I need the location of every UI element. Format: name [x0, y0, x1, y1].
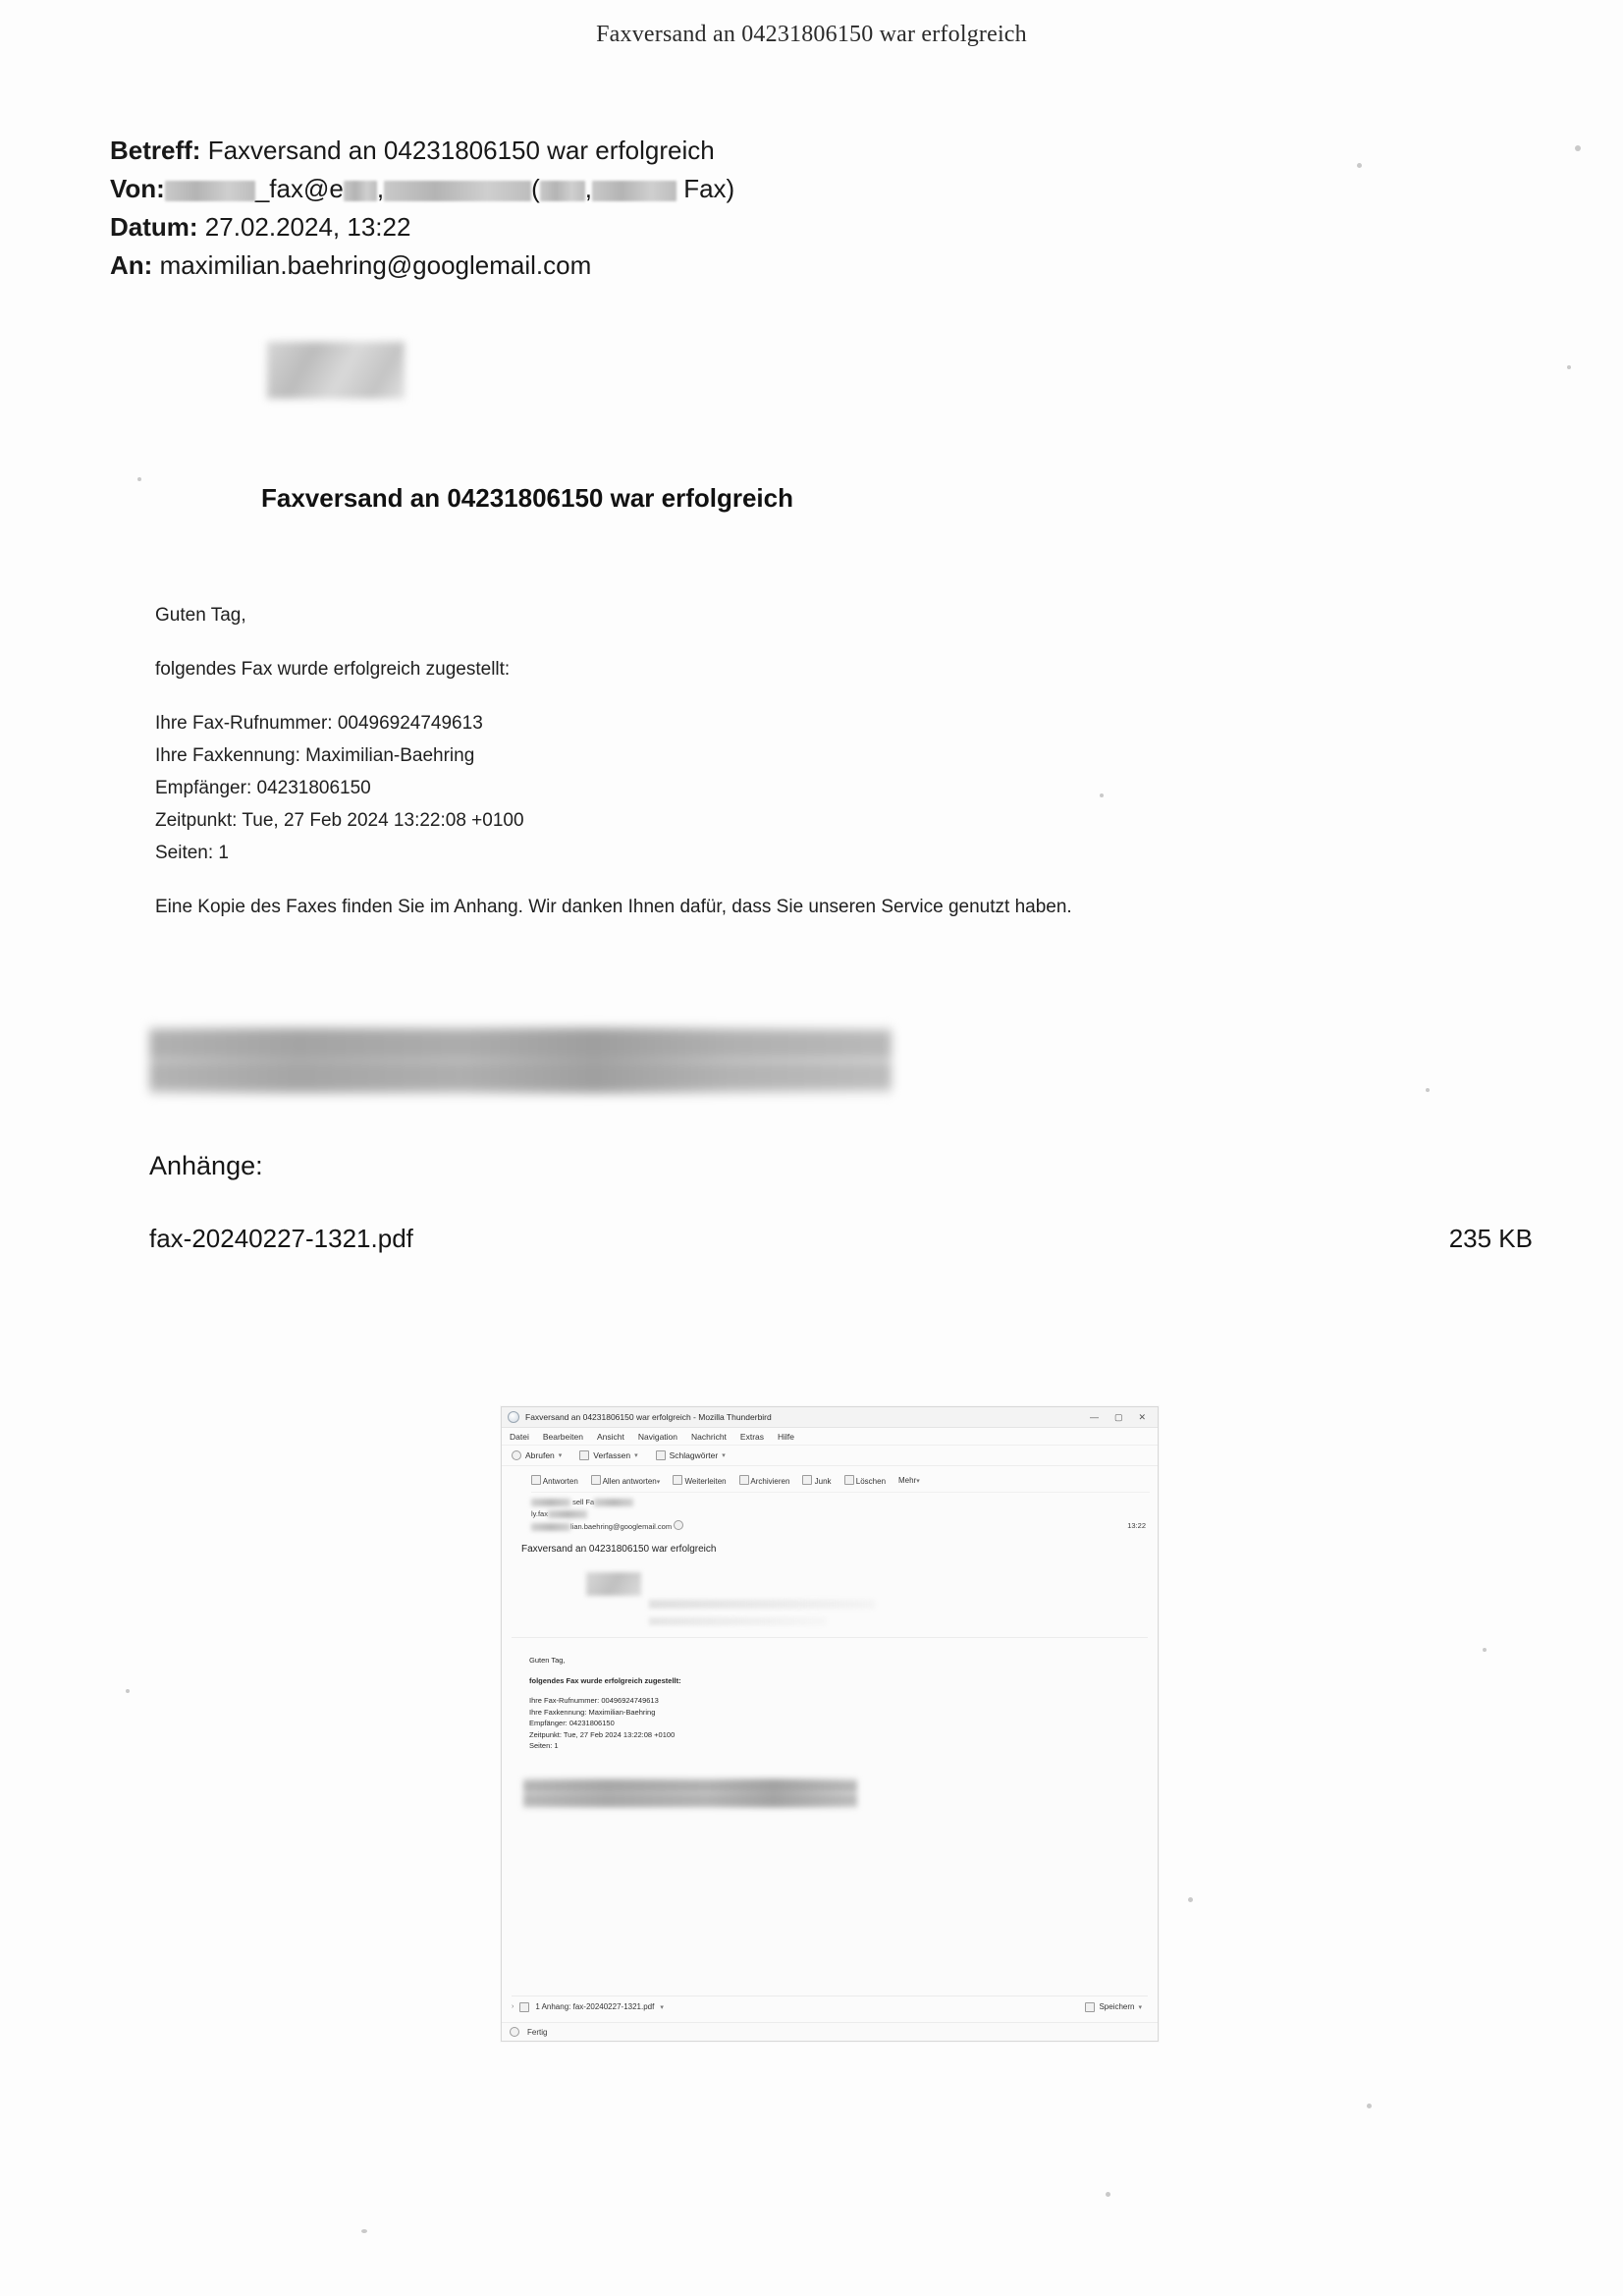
scan-speck: [137, 477, 141, 481]
redaction-block: [548, 1510, 587, 1518]
thunderbird-app-icon: [508, 1411, 519, 1423]
reply-all-icon: [591, 1475, 601, 1485]
paperclip-icon: [519, 2002, 529, 2012]
embedded-logo-redacted: [586, 1572, 641, 1596]
connection-icon: [510, 2027, 519, 2037]
scan-speck: [361, 2229, 367, 2233]
mail-to-row: [110, 246, 734, 285]
embedded-intro: folgendes Fax wurde erfolgreich zugestellt:: [529, 1675, 681, 1685]
chevron-down-icon[interactable]: ▾: [916, 1477, 920, 1485]
scan-speck: [1357, 163, 1362, 168]
get-messages-label: Abrufen: [525, 1450, 555, 1460]
mail-header: [110, 132, 734, 285]
to-label: An:: [110, 250, 153, 280]
trash-icon: [844, 1475, 854, 1485]
forward-icon: [673, 1475, 682, 1485]
tags-label: Schlagwörter: [669, 1450, 719, 1460]
tag-icon: [656, 1450, 666, 1460]
from-fragment-2: Fax): [683, 174, 735, 203]
thunderbird-toolbar: [502, 1446, 1158, 1466]
sender-logo-redacted: [267, 342, 405, 399]
maximize-icon[interactable]: ▢: [1113, 1411, 1123, 1422]
sender-line-2: ly.fax: [531, 1508, 1158, 1520]
status-text: Fertig: [527, 2027, 548, 2037]
junk-button[interactable]: Junk: [802, 1475, 831, 1486]
minimize-icon[interactable]: —: [1089, 1411, 1099, 1422]
redaction-block: [344, 181, 377, 201]
scan-speck: [1426, 1088, 1430, 1092]
scan-speck: [1575, 145, 1581, 151]
thunderbird-menubar: [502, 1428, 1158, 1446]
attachment-file-size: 235 KB: [1448, 1224, 1533, 1253]
download-icon: [512, 1450, 521, 1460]
chevron-down-icon[interactable]: ▾: [558, 1452, 563, 1459]
subject-label: Betreff:: [110, 136, 201, 165]
message-closing: Eine Kopie des Faxes finden Sie im Anhang. Wir danken Ihnen dafür, dass Sie unseren Service genutzt haben.: [155, 897, 1072, 917]
archive-icon: [739, 1475, 749, 1485]
scan-speck: [1367, 2104, 1372, 2108]
reply-icon: [531, 1475, 541, 1485]
chevron-down-icon[interactable]: ▾: [722, 1452, 726, 1459]
attachment-file-name[interactable]: fax-20240227-1321.pdf: [149, 1224, 413, 1253]
redaction-block: [384, 181, 531, 201]
embedded-detail-line: Ihre Fax-Rufnummer: 00496924749613: [529, 1696, 659, 1705]
get-messages-button[interactable]: [512, 1450, 562, 1460]
thunderbird-window-title: Faxversand an 04231806150 war erfolgreich - Mozilla Thunderbird: [525, 1412, 772, 1422]
page-title: Faxversand an 04231806150 war erfolgreich: [596, 22, 1027, 47]
scan-speck: [1100, 793, 1104, 797]
menu-item-hilfe[interactable]: Hilfe: [778, 1431, 795, 1442]
scan-speck: [1483, 1648, 1487, 1652]
redaction-block: [165, 181, 255, 201]
menu-item-navigation[interactable]: Navigation: [637, 1431, 678, 1442]
redaction-block: [592, 181, 676, 201]
compose-button[interactable]: [579, 1450, 637, 1460]
subject-value: Faxversand an 04231806150 war erfolgreich: [207, 136, 715, 165]
to-value: maximilian.baehring@googlemail.com: [159, 250, 592, 280]
archive-button[interactable]: Archivieren: [739, 1475, 790, 1486]
contact-icon: [674, 1520, 683, 1530]
redaction-block: [594, 1499, 633, 1506]
scan-speck: [1188, 1897, 1193, 1902]
signature-redacted: [149, 1027, 892, 1094]
embedded-detail-line: Zeitpunkt: Tue, 27 Feb 2024 13:22:08 +0100: [529, 1729, 676, 1739]
message-body: [155, 599, 1176, 945]
message-time: 13:22: [1127, 1521, 1146, 1530]
recipient-line: lian.baehring@googlemail.com: [531, 1520, 1158, 1533]
menu-item-bearbeiten[interactable]: Bearbeiten: [542, 1431, 583, 1442]
menu-item-datei[interactable]: Datei: [510, 1431, 529, 1442]
fax-detail-line: Ihre Faxkennung: Maximilian-Baehring: [155, 745, 475, 766]
faint-banner-1: [649, 1600, 875, 1609]
chevron-down-icon[interactable]: ▾: [660, 2003, 664, 2011]
mail-date-row: [110, 208, 734, 246]
menu-item-ansicht[interactable]: Ansicht: [596, 1431, 624, 1442]
embedded-detail-line: Seiten: 1: [529, 1741, 559, 1750]
pencil-icon: [579, 1450, 589, 1460]
close-icon[interactable]: ✕: [1138, 1411, 1146, 1422]
message-title: Faxversand an 04231806150 war erfolgreich: [261, 483, 793, 513]
embedded-detail-line: Empfänger: 04231806150: [529, 1719, 615, 1727]
save-attachment-button[interactable]: Speichern ▾: [1085, 2002, 1148, 2012]
redaction-block: [531, 1523, 570, 1531]
mail-from-row: Von: _fax@e , ( , Fax): [110, 174, 735, 203]
embedded-signature-redacted: [523, 1778, 857, 1808]
chevron-down-icon[interactable]: ▾: [634, 1452, 638, 1459]
date-value: 27.02.2024, 13:22: [204, 212, 411, 242]
delete-button[interactable]: Löschen: [844, 1475, 886, 1486]
fax-detail-line: Seiten: 1: [155, 843, 229, 863]
faint-banner-2: [649, 1617, 826, 1625]
embedded-greeting: Guten Tag,: [529, 1656, 566, 1665]
divider: [512, 1637, 1148, 1638]
save-icon: [1085, 2002, 1095, 2012]
chevron-down-icon[interactable]: ▾: [1138, 2003, 1142, 2011]
menu-item-extras[interactable]: Extras: [739, 1431, 765, 1442]
fax-details: [155, 707, 1176, 869]
from-label: Von:: [110, 174, 165, 203]
sender-line-1: sell Fa: [531, 1497, 1158, 1508]
fax-detail-line: Ihre Fax-Rufnummer: 00496924749613: [155, 713, 483, 734]
attachment-bar-label[interactable]: 1 Anhang: fax-20240227-1321.pdf: [535, 2002, 655, 2011]
junk-icon: [802, 1475, 812, 1485]
chevron-down-icon[interactable]: ▾: [656, 1478, 661, 1486]
menu-item-nachricht[interactable]: Nachricht: [691, 1431, 727, 1442]
fax-detail-line: Zeitpunkt: Tue, 27 Feb 2024 13:22:08 +0100: [155, 810, 524, 831]
compose-label: Verfassen: [593, 1450, 631, 1460]
message-sender-area: [531, 1497, 1158, 1542]
message-action-bar: [531, 1472, 1150, 1493]
message-subject: Faxversand an 04231806150 war erfolgreich: [521, 1544, 717, 1555]
date-label: Datum:: [110, 212, 198, 242]
fax-detail-line: Empfänger: 04231806150: [155, 778, 371, 798]
forward-button[interactable]: Weiterleiten: [673, 1475, 726, 1486]
mail-subject-row: [110, 132, 734, 170]
more-button[interactable]: Mehr▾: [898, 1475, 920, 1485]
scan-speck: [1567, 365, 1571, 369]
window-controls: [1090, 1412, 1152, 1423]
embedded-message-body: [529, 1655, 1142, 1752]
embedded-fax-details: [529, 1695, 1142, 1752]
thunderbird-screenshot: [501, 1406, 1159, 2042]
tags-button[interactable]: [656, 1450, 726, 1460]
reply-all-button[interactable]: Allen antworten▾: [591, 1475, 660, 1486]
chevron-right-icon[interactable]: ›: [512, 2003, 514, 2010]
scan-speck: [126, 1689, 130, 1693]
redaction-block: [540, 181, 585, 201]
embedded-detail-line: Ihre Faxkennung: Maximilian-Baehring: [529, 1707, 656, 1717]
attachment-bar: [512, 1995, 1148, 2015]
message-intro: folgendes Fax wurde erfolgreich zugestellt:: [155, 659, 511, 680]
from-fragment-1: _fax@e: [254, 174, 344, 203]
message-greeting: Guten Tag,: [155, 605, 246, 626]
attachments-heading: Anhänge:: [149, 1151, 263, 1180]
redaction-block: [531, 1499, 570, 1506]
scan-speck: [1106, 2192, 1110, 2197]
thunderbird-titlebar: [502, 1407, 1158, 1428]
reply-button[interactable]: Antworten: [531, 1475, 578, 1486]
status-bar: [502, 2022, 1158, 2041]
